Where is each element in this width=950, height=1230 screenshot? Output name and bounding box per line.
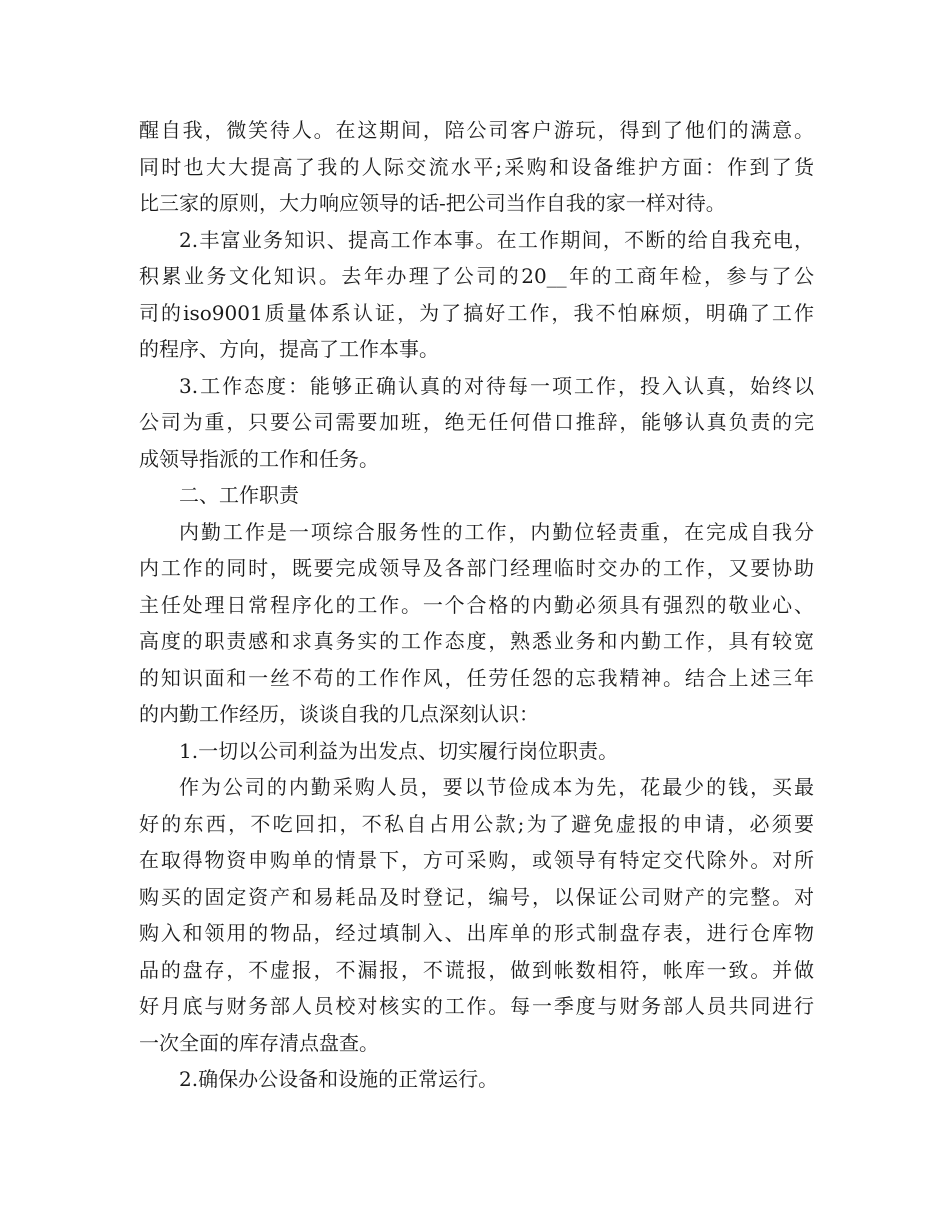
text-line: 主任处理日常程序化的工作。一个合格的内勤必须具有强烈的敬业心、 bbox=[139, 592, 814, 617]
text-line: 一次全面的库存清点盘查。 bbox=[139, 1030, 379, 1055]
document-body bbox=[139, 112, 814, 1098]
text-line: 的知识面和一丝不苟的工作作风，任劳任怨的忘我精神。结合上述三年 bbox=[139, 665, 814, 690]
text-line: 购入和领用的物品，经过填制入、出库单的形式制盘存表，进行仓库物 bbox=[139, 921, 814, 945]
text-line: 的内勤工作经历，谈谈自我的几点深刻认识： bbox=[139, 702, 539, 726]
text-line: 同时也大大提高了我的人际交流水平;采购和设备维护方面：作到了货 bbox=[139, 154, 814, 179]
text-line: 作为公司的内勤采购人员，要以节俭成本为先，花最少的钱，买最 bbox=[179, 775, 814, 799]
text-line: 2.确保办公设备和设施的正常运行。 bbox=[179, 1067, 499, 1091]
text-line: 内工作的同时，既要完成领导及各部门经理临时交办的工作，又要协助 bbox=[139, 556, 814, 580]
text-line: 积累业务文化知识。去年办理了公司的20__年的工商年检，参与了公 bbox=[139, 264, 814, 288]
text-line: 在取得物资申购单的情景下，方可采购，或领导有特定交代除外。对所 bbox=[139, 848, 814, 872]
text-line: 公司为重，只要公司需要加班，绝无任何借口推辞，能够认真负责的完 bbox=[139, 410, 814, 434]
text-line: 司的iso9001质量体系认证，为了搞好工作，我不怕麻烦，明确了工作 bbox=[139, 300, 814, 325]
text-line: 内勤工作是一项综合服务性的工作，内勤位轻责重，在完成自我分 bbox=[179, 519, 814, 544]
text-line: 醒自我，微笑待人。在这期间，陪公司客户游玩，得到了他们的满意。 bbox=[139, 118, 814, 142]
text-line: 品的盘存，不虚报，不漏报，不谎报，做到帐数相符，帐库一致。并做 bbox=[139, 957, 814, 982]
text-line: 的程序、方向，提高了工作本事。 bbox=[139, 337, 439, 361]
text-line: 2.丰富业务知识、提高工作本事。在工作期间，不断的给自我充电， bbox=[179, 227, 814, 252]
text-line: 二、工作职责 bbox=[179, 483, 299, 507]
text-line: 高度的职责感和求真务实的工作态度，熟悉业务和内勤工作，具有较宽 bbox=[139, 629, 814, 653]
text-line: 3.工作态度：能够正确认真的对待每一项工作，投入认真，始终以 bbox=[179, 373, 814, 398]
text-line: 购买的固定资产和易耗品及时登记，编号，以保证公司财产的完整。对 bbox=[139, 884, 814, 909]
text-line: 成领导指派的工作和任务。 bbox=[139, 446, 379, 471]
text-line: 1.一切以公司利益为出发点、切实履行岗位职责。 bbox=[179, 738, 619, 763]
text-line: 好的东西，不吃回扣，不私自占用公款;为了避免虚报的申请，必须要 bbox=[139, 811, 814, 836]
text-line: 比三家的原则，大力响应领导的话-把公司当作自我的家一样对待。 bbox=[139, 191, 726, 215]
text-line: 好月底与财务部人员校对核实的工作。每一季度与财务部人员共同进行 bbox=[139, 994, 814, 1018]
